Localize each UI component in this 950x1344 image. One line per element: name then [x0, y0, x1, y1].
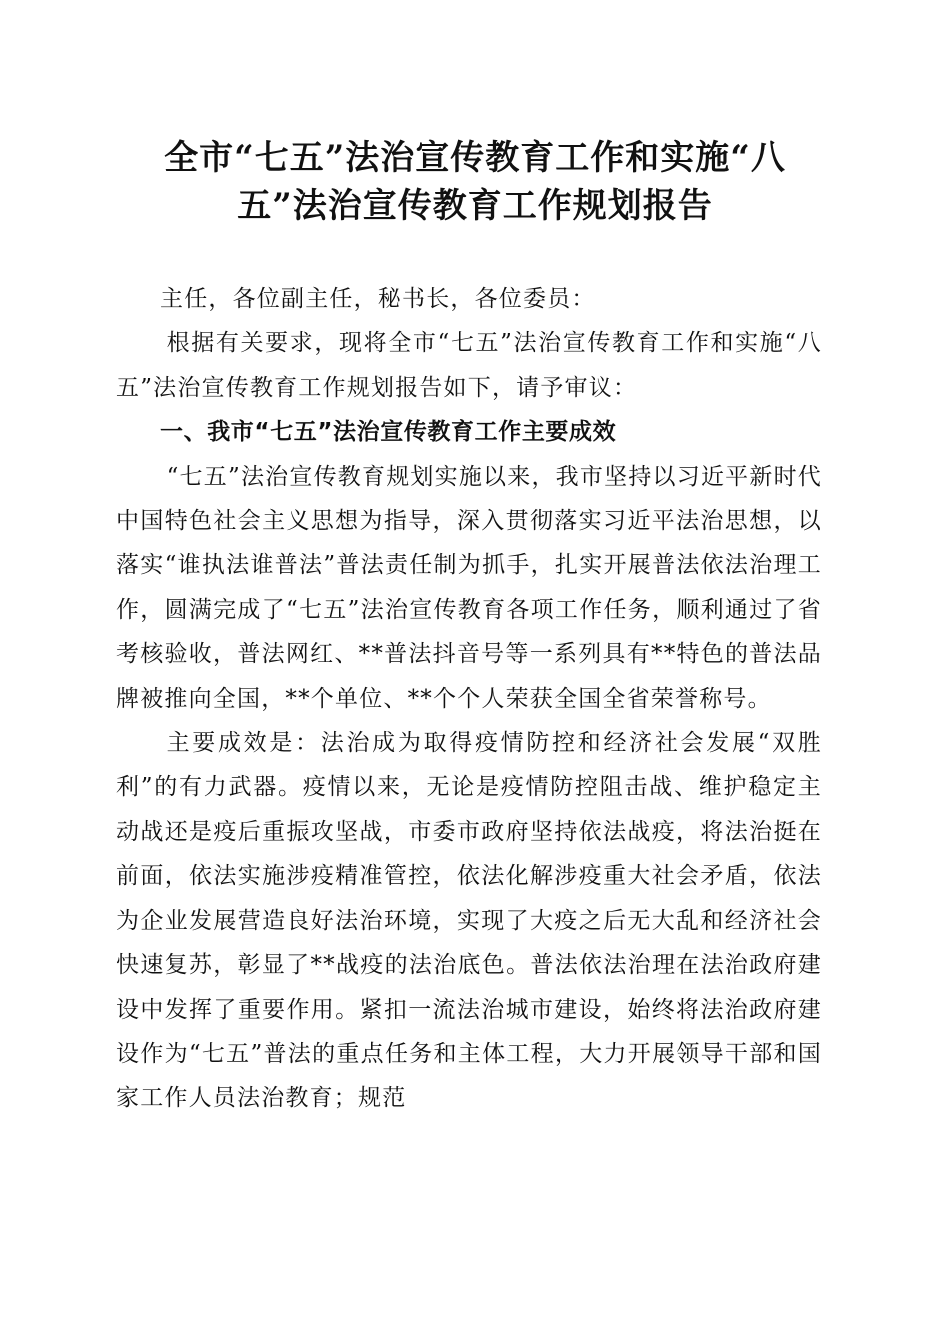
intro-paragraph: 根据有关要求，现将全市“七五”法治宣传教育工作和实施“八五”法治宣传教育工作规划报告如下，请予审议： [116, 330, 822, 401]
body-paragraph-1: “七五”法治宣传教育规划实施以来，我市坚持以习近平新时代中国特色社会主义思想为指导，深入贯彻落实习近平法治思想，以落实“谁执法谁普法”普法责任制为抓手，扎实开展普法依法治理工作，圆满完成了“七五”法治宣传教育各项工作任务，顺利通过了省考核验收，普法网红、**普法抖音号等一系列具有**特色的普法品牌被推向全国，**个单位、**个个人荣获全国全省荣誉称号。 [116, 463, 822, 712]
body-paragraph-2: 主要成效是：法治成为取得疫情防控和经济社会发展“双胜利”的有力武器。疫情以来，无论是疫情防控阻击战、维护稳定主动战还是疫后重振攻坚战，市委市政府坚持依法战疫，将法治挺在前面，依法实施涉疫精准管控，依法化解涉疫重大社会矛盾，依法为企业发展营造良好法治环境，实现了大疫之后无大乱和经济社会快速复苏，彰显了**战疫的法治底色。普法依法治理在法治政府建设中发挥了重要作用。紧扣一流法治城市建设，始终将法治政府建设作为“七五”普法的重点任务和主体工程，大力开展领导干部和国家工作人员法治教育；规范 [116, 730, 822, 1112]
section-heading: 一、我市“七五”法治宣传教育工作主要成效 [160, 419, 617, 446]
salutation: 主任，各位副主任，秘书长，各位委员： [160, 286, 596, 312]
title-line-2: 五”法治宣传教育工作规划报告 [237, 186, 713, 226]
document-body [116, 277, 822, 1121]
document-title [110, 134, 840, 230]
title-line-1: 全市“七五”法治宣传教育工作和实施“八 [164, 138, 786, 178]
